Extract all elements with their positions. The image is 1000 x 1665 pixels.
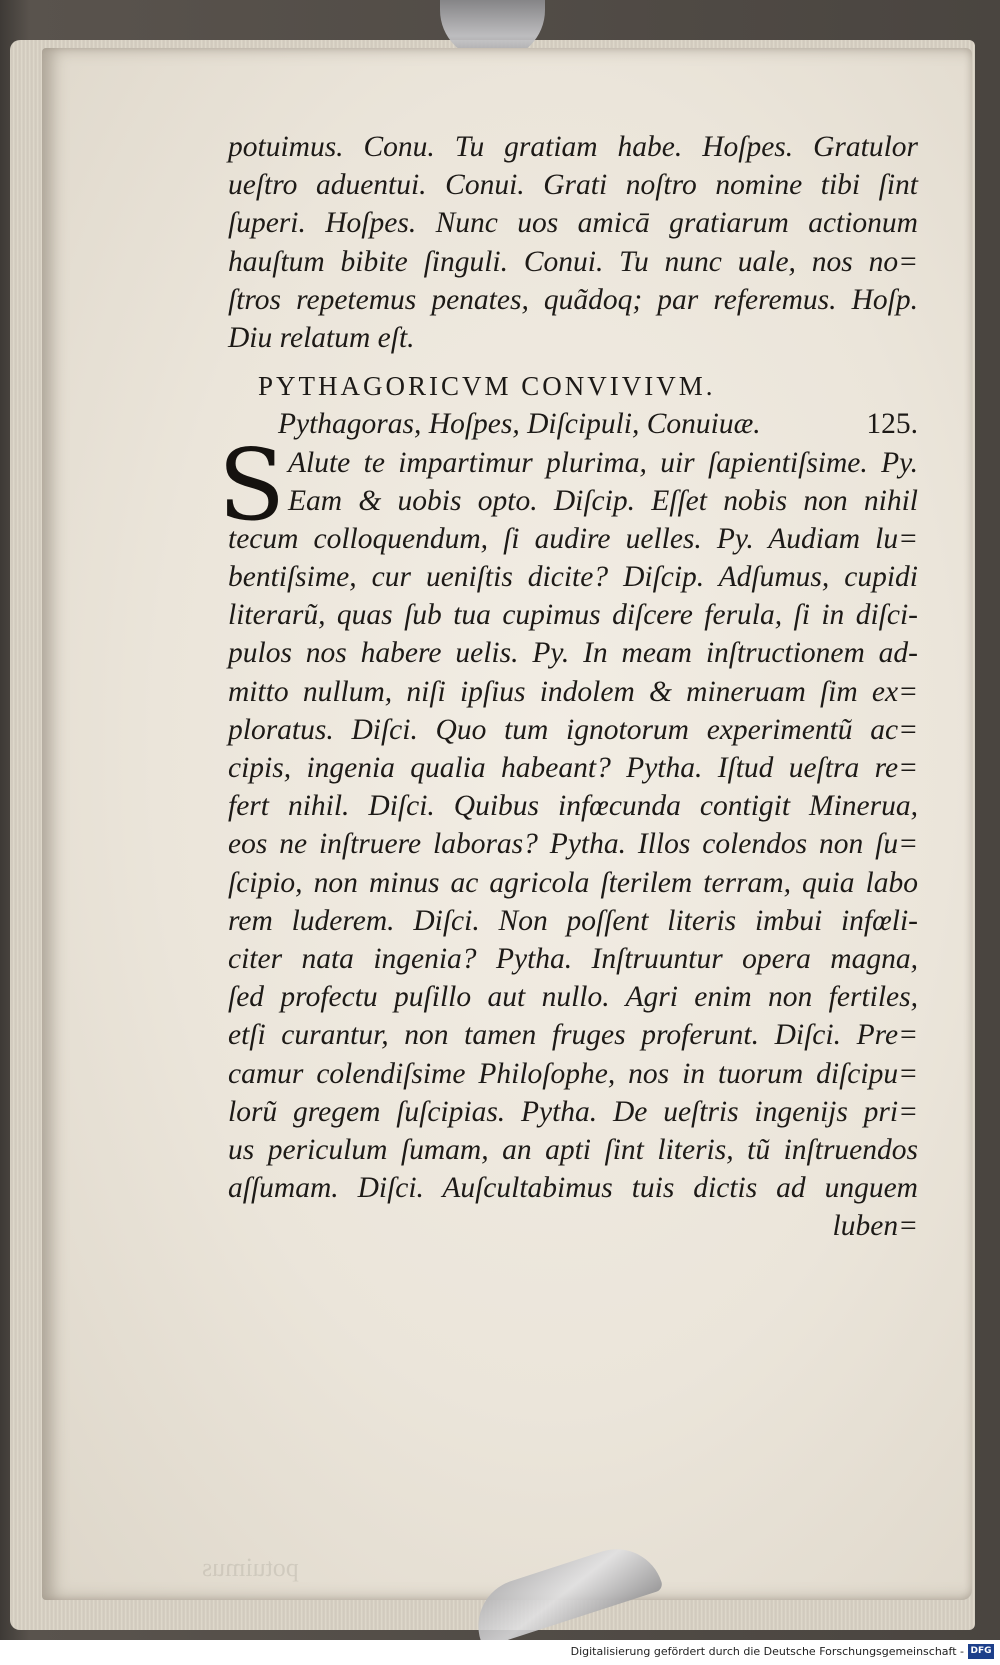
text-line: ſcipio, non minus ac agricola ſterilem terram, quia labo [228,866,918,899]
catchword: luben= [832,1210,918,1243]
text-line: ſtros repetemus penates, quãdoq; par referemus. Hoſp. [228,283,918,316]
text-line: eos ne inſtruere laboras? Pytha. Illos colendos non ſu= [228,828,918,861]
page-text [218,128,918,1245]
text-line: lorũ gregem ſuſcipias. Pytha. De ueſtris ingenijs pri= [228,1095,918,1128]
text-line: Eam & uobis opto. Diſcip. Eſſet nobis non nihil [288,484,918,517]
drop-cap: S [218,428,286,543]
speakers-line [278,405,918,443]
preceding-dialogue [228,128,918,357]
dfg-logo: DFG [968,1644,994,1659]
text-line: cipis, ingenia qualia habeant? Pytha. Iſtud ueſtra re= [228,752,918,784]
opening-paragraph [218,428,918,1208]
text-line: etſi curantur, non tamen fruges proferunt. Diſci. Pre= [228,1019,918,1052]
text-line: potuimus. Conu. Tu gratiam habe. Hoſpes. Gratulor [228,131,918,163]
text-line: Diu relatum eſt. [228,321,415,354]
text-line: rem luderem. Diſci. Non poſſent literis imbui infœli- [228,904,918,937]
section-heading: PYTHAGORICVM CONVIVIVM. [258,371,716,402]
text-line: pulos nos habere uelis. Py. In meam inſtructionem ad- [228,637,918,670]
text-line: citer nata ingenia? Pytha. Inſtruuntur opera magna, [228,942,918,975]
text-line: hauſtum bibite ſinguli. Conui. Tu nunc uale, nos no= [228,245,918,278]
funding-credit: Digitalisierung gefördert durch die Deutsche Forschungsgemeinschaft - [570,1645,964,1658]
text-line: ueſtro aduentui. Conui. Grati noſtro nomine tibi ſint [228,169,918,202]
text-line: us periculum ſumam, an apti ſint literis, tũ inſtruendos [228,1133,918,1166]
text-line: ſed profectu puſillo aut nullo. Agri enim non fertiles, [228,981,918,1014]
speakers-list: Pythagoras, Hoſpes, Diſcipuli, Conuiuæ. [278,408,761,441]
text-line: camur colendiſsime Philoſophe, nos in tuorum diſcipu= [228,1057,918,1090]
text-line: fert nihil. Diſci. Quibus infœcunda contigit Minerua, [228,790,918,823]
text-line: ploratus. Diſci. Quo tum ignotorum experimentũ ac= [228,713,918,746]
digitization-footer [0,1640,1000,1665]
text-line: Alute te impartimur plurima, uir ſapientiſsime. Py. [288,446,918,479]
text-line: tecum colloquendum, ſi audire uelles. Py. Audiam lu= [228,522,918,555]
text-line: mitto nullum, niſi ipſius indolem & mineruam ſim ex= [228,675,918,708]
text-line: literarũ, quas ſub tua cupimus diſcere ferula, ſi in diſci- [228,599,918,632]
text-line: ſuperi. Hoſpes. Nunc uos amicā gratiarum actionum [228,207,918,240]
showthrough-text: potuimus [202,1553,299,1582]
text-line: bentiſsime, cur ueniſtis dicite? Diſcip. Adſumus, cupidi [228,561,918,594]
page-number: 125. [866,408,918,441]
text-line: aſſumam. Diſci. Auſcultabimus tuis dictis ad unguem [228,1172,918,1205]
